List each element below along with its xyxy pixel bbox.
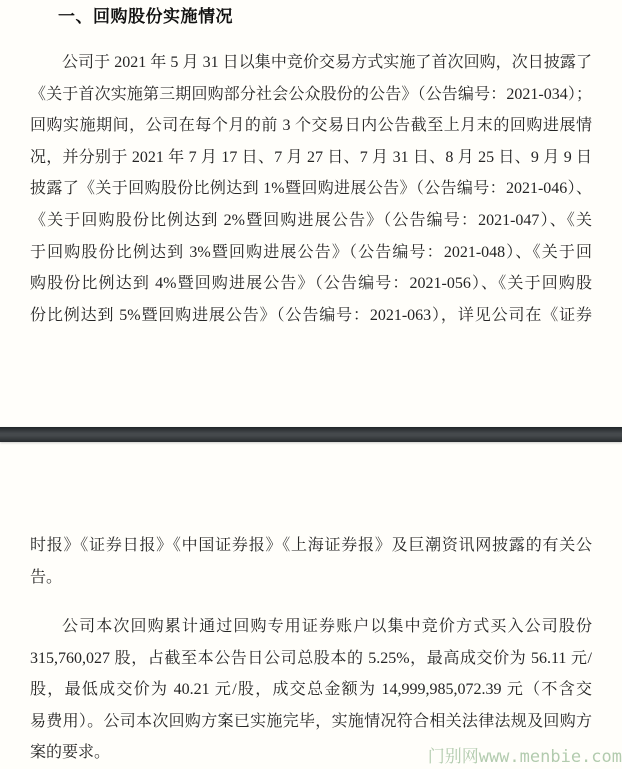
text-line: 《关于回购股份比例达到 2%暨回购进展公告》（公告编号：2021-047）、《关	[30, 211, 592, 229]
text-line: 况，并分别于 2021 年 7 月 17 日、7 月 27 日、7 月 31 日、8 月 25 日、9 月 9 日	[30, 148, 592, 166]
text-line: 时报》《证券日报》《中国证券报》《上海证券报》及巨潮资讯网披露的有关公	[30, 537, 592, 554]
text-line: 《关于首次实施第三期回购部分社会公众股份的公告》（公告编号：2021-034）；	[30, 85, 592, 103]
watermark: 门别网www.menbie.com	[427, 747, 622, 767]
paragraph-disclosure-media	[30, 530, 592, 593]
text-line: 回购实施期间，公司在每个月的前 3 个交易日内公告截至上月末的回购进展情	[30, 117, 592, 135]
text-line: 案的要求。	[30, 744, 111, 762]
text-line: 份比例达到 5%暨回购进展公告》（公告编号：2021-063），详见公司在《证券	[30, 306, 592, 324]
text-line: 公司本次回购累计通过回购专用证券账户以集中竞价方式买入公司股份	[62, 618, 592, 635]
text-line: 告。	[30, 568, 63, 586]
text-line: 315,760,027 股，占截至本公告日公司总股本的 5.25%，最高成交价为 56.11 元/	[30, 649, 592, 667]
paragraph-buyback-implementation	[30, 47, 592, 331]
text-line: 于回购股份比例达到 3%暨回购进展公告》（公告编号：2021-048）、《关于回	[30, 243, 592, 261]
section-title: 一、回购股份实施情况	[58, 7, 233, 26]
text-line: 易费用）。公司本次回购方案已实施完毕，实施情况符合相关法律法规及回购方	[30, 712, 592, 730]
page-break-separator	[0, 427, 622, 442]
text-line: 股，最低成交价为 40.21 元/股，成交总金额为 14,999,985,072.39 元（不含交	[30, 681, 592, 699]
text-line: 购股份比例达到 4%暨回购进展公告》（公告编号：2021-056）、《关于回购股	[30, 275, 592, 293]
text-line: 披露了《关于回购股份比例达到 1%暨回购进展公告》（公告编号：2021-046）、	[30, 180, 592, 198]
text-line: 公司于 2021 年 5 月 31 日以集中竞价交易方式实施了首次回购，次日披露了	[62, 54, 592, 71]
